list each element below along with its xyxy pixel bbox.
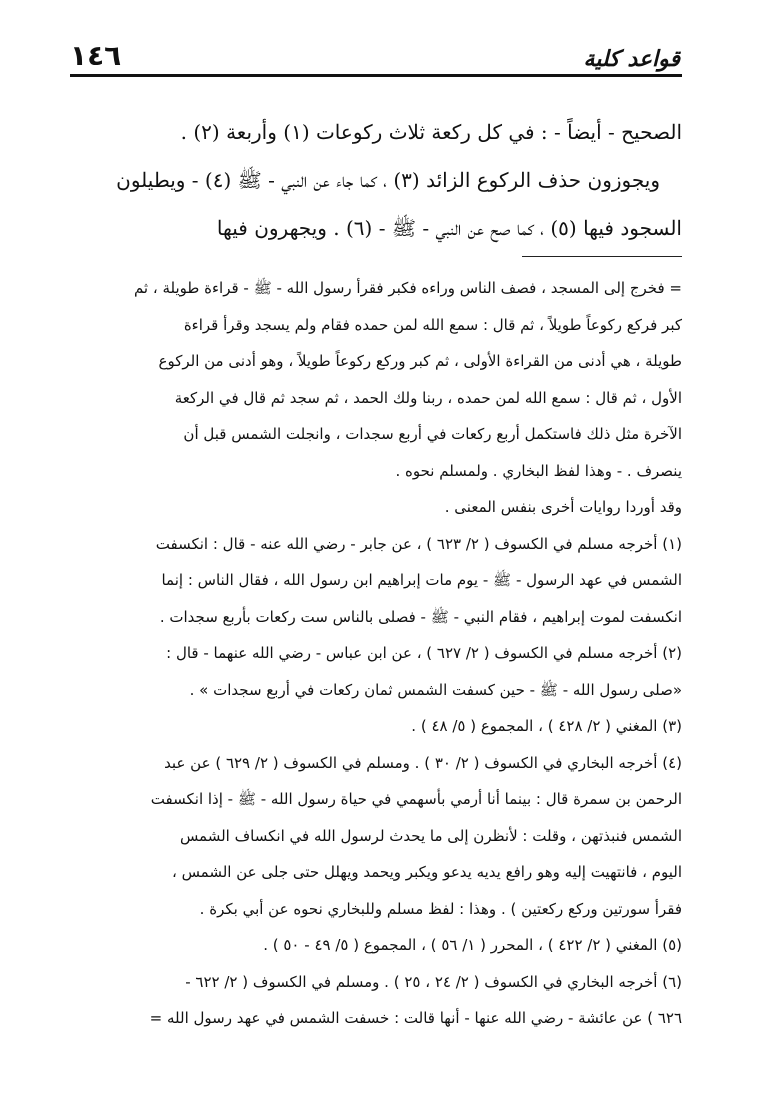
footnote-line: فقرأ سورتين وركع ركعتين ) . وهذا : لفظ مسلم وللبخاري نحوه عن أبي بكرة .	[199, 899, 682, 918]
footnote-line: الرحمن بن سمرة قال : بينما أنا أرمي بأسهمي في حياة رسول الله - ﷺ - إذا انكسفت	[150, 790, 682, 808]
page-header	[70, 38, 680, 72]
note-continuation-line: وقد أوردا روايات أخرى بنفس المعنى .	[444, 498, 682, 516]
main-line: السجود فيها (٥) ، كما صح عن النبي - ﷺ - (٦) . ويجهرون فيها	[216, 216, 682, 240]
footnotes	[68, 270, 682, 1037]
footnote-line: (٦) أخرجه البخاري في الكسوف ( ٢/ ٢٤ ، ٢٥ ) . ومسلم في الكسوف ( ٢/ ٦٢٢ -	[185, 972, 682, 991]
note-continuation-line: = فخرج إلى المسجد ، فصف الناس وراءه فكبر فقرأ رسول الله - ﷺ - قراءة طويلة ، ثم	[133, 279, 682, 297]
footnote-line: (٢) أخرجه مسلم في الكسوف ( ٢/ ٦٢٧ ) ، عن ابن عباس - رضي الله عنهما - قال :	[166, 644, 682, 662]
footnote-line: (٣) المغني ( ٢/ ٤٢٨ ) ، المجموع ( ٥/ ٤٨ ) .	[411, 717, 682, 735]
main-line: ويجوزون حذف الركوع الزائد (٣) ، كما جاء عن النبي - ﷺ (٤) - ويطيلون	[116, 168, 660, 192]
footnote-line: «صلى رسول الله - ﷺ - حين كسفت الشمس ثمان ركعات في أربع سجدات » .	[189, 680, 682, 699]
footnote-line: انكسفت لموت إبراهيم ، فقام النبي - ﷺ - فصلى بالناس ست ركعات بأربع سجدات .	[159, 607, 682, 626]
footnote-line: اليوم ، فانتهيت إليه وهو رافع يديه يدعو ويكبر ويحمد ويهلل حتى جلى عن الشمس ،	[171, 863, 682, 881]
note-continuation-line: الآخرة مثل ذلك فاستكمل أربع ركعات في أربع سجدات ، وانجلت الشمس قبل أن	[183, 425, 682, 443]
note-continuation-line: كبر فركع ركوعاً طويلاً ، ثم قال : سمع الله لمن حمده فقام ولم يسجد وقرأ قراءة	[183, 315, 682, 334]
note-continuation-line: الأول ، ثم قال : سمع الله لمن حمده ، ربنا ولك الحمد ، ثم سجد ثم قال في الركعة	[174, 388, 682, 407]
running-title: قواعد كلية	[583, 47, 680, 72]
page-number: ١٤٦	[70, 39, 122, 72]
note-continuation-line: ينصرف . - وهذا لفظ البخاري . ولمسلم نحوه .	[395, 461, 682, 480]
main-line: الصحيح - أيضاً - : في كل ركعة ثلاث ركوعات (١) وأربعة (٢) .	[180, 120, 682, 144]
footnote-separator	[522, 256, 682, 257]
header-rule	[70, 74, 682, 77]
footnote-line: الشمس في عهد الرسول - ﷺ - يوم مات إبراهيم ابن رسول الله ، فقال الناس : إنما	[161, 571, 682, 589]
main-text	[68, 108, 682, 252]
footnote-line: (١) أخرجه مسلم في الكسوف ( ٢/ ٦٢٣ ) ، عن جابر - رضي الله عنه - قال : انكسفت	[155, 534, 682, 553]
footnote-line: (٥) المغني ( ٢/ ٤٢٢ ) ، المحرر ( ١/ ٥٦ ) ، المجموع ( ٥/ ٤٩ - ٥٠ ) .	[263, 936, 682, 954]
footnote-line: الشمس فنبذتهن ، وقلت : لأنظرن إلى ما يحدث لرسول الله في انكساف الشمس	[179, 826, 682, 845]
footnote-line: ٦٢٦ ) عن عائشة - رضي الله عنها - أنها قالت : خسفت الشمس في عهد رسول الله =	[149, 1009, 682, 1027]
note-continuation-line: طويلة ، هي أدنى من القراءة الأولى ، ثم كبر وركع ركوعاً طويلاً ، وهو أدنى من الركوع	[158, 352, 682, 370]
footnote-line: (٤) أخرجه البخاري في الكسوف ( ٢/ ٣٠ ) . ومسلم في الكسوف ( ٢/ ٦٢٩ ) عن عبد	[164, 753, 682, 772]
